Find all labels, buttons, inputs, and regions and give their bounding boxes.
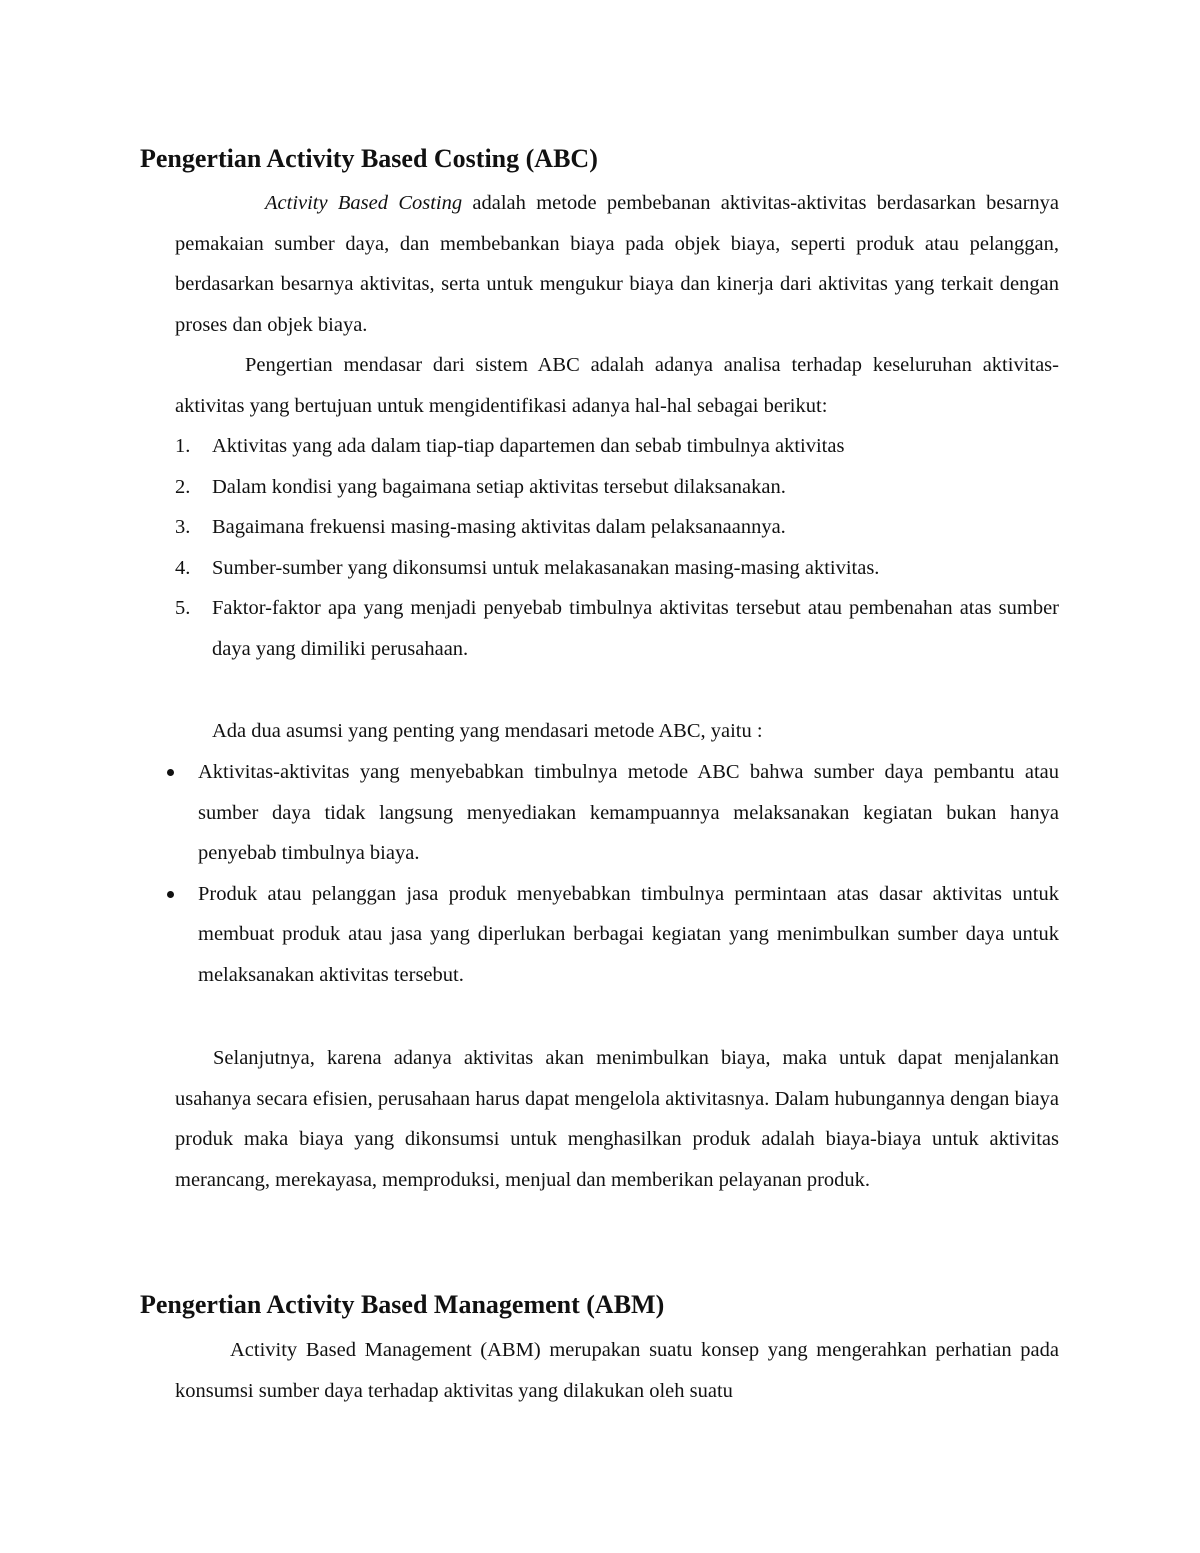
list-number: 2. [175,475,191,498]
list-item-text: Bagaimana frekuensi masing-masing aktivitas dalam pelaksanaannya. [212,516,786,538]
list-number: 5. [175,597,191,619]
list-number: 3. [175,516,191,538]
list-number: 4. [175,556,191,579]
paragraph-abm-definition: Activity Based Management (ABM) merupakan suatu konsep yang mengerahkan perhatian pada konsumsi sumber daya terhadap aktivitas yang dilakukan oleh suatu [175,1339,1059,1402]
list-item-text: Faktor-faktor apa yang menjadi penyebab timbulnya aktivitas tersebut atau pembenahan atas sumber daya yang dimiliki perusahaan. [212,597,1059,660]
bullet-list [163,752,1059,995]
list-item-text: Sumber-sumber yang dikonsumsi untuk melakasanakan masing-masing aktivitas. [212,556,880,579]
paragraph-closing: Selanjutnya, karena adanya aktivitas akan menimbulkan biaya, maka untuk dapat menjalankan usahanya secara efisien, perusahaan harus dapat mengelola aktivitasnya. Dalam hubungannya dengan biaya produk maka biaya yang dikonsumsi untuk menghasilkan produk adalah biaya-biaya untuk aktivitas merancang, merekayasa, memproduksi, menjual dan memberikan pelayanan produk. [175,1047,1059,1191]
term-activity-based-costing: Activity Based Costing [265,192,463,214]
heading-abm: Pengertian Activity Based Management (ABM) [140,1290,665,1319]
heading-abc: Pengertian Activity Based Costing (ABC) [140,144,598,173]
list-item [175,467,1059,508]
bullet-icon [167,769,174,776]
list-item-text: Dalam kondisi yang bagaimana setiap aktivitas tersebut dilaksanakan. [212,475,786,498]
list-item [163,752,1059,874]
paragraph-abc-definition [175,183,1059,345]
list-item-text: Aktivitas-aktivitas yang menyebabkan timbulnya metode ABC bahwa sumber daya pembantu atau sumber daya tidak langsung menyediakan kemampuannya melaksanakan kegiatan bukan hanya penyebab timbulnya biaya. [198,761,1059,864]
assumptions-intro: Ada dua asumsi yang penting yang mendasari metode ABC, yaitu : [212,720,763,742]
list-item-text: Produk atau pelanggan jasa produk menyebabkan timbulnya permintaan atas dasar aktivitas untuk membuat produk atau jasa yang diperlukan berbagai kegiatan yang menimbulkan sumber daya untuk melaksanakan aktivitas tersebut. [198,882,1059,986]
paragraph-abc-definition-text: adalah metode pembebanan aktivitas-aktivitas berdasarkan besarnya pemakaian sumber daya, dan membebankan biaya pada objek biaya, seperti produk atau pelanggan, berdasarkan besarnya aktivitas, serta untuk mengukur biaya dan kinerja dari aktivitas yang terkait dengan proses dan objek biaya. [175,192,1059,336]
list-item [175,426,1059,467]
bullet-icon [167,891,174,898]
paragraph-abc-analysis: Pengertian mendasar dari sistem ABC adalah adanya analisa terhadap keseluruhan aktivitas-aktivitas yang bertujuan untuk mengidentifikasi adanya hal-hal sebagai berikut: [175,354,1059,417]
list-item-text: Aktivitas yang ada dalam tiap-tiap dapartemen dan sebab timbulnya aktivitas [212,435,845,457]
list-item [163,874,1059,996]
list-item [175,507,1059,548]
list-item [175,588,1059,669]
list-item [175,548,1059,589]
list-number: 1. [175,435,191,457]
numbered-list [175,426,1059,669]
